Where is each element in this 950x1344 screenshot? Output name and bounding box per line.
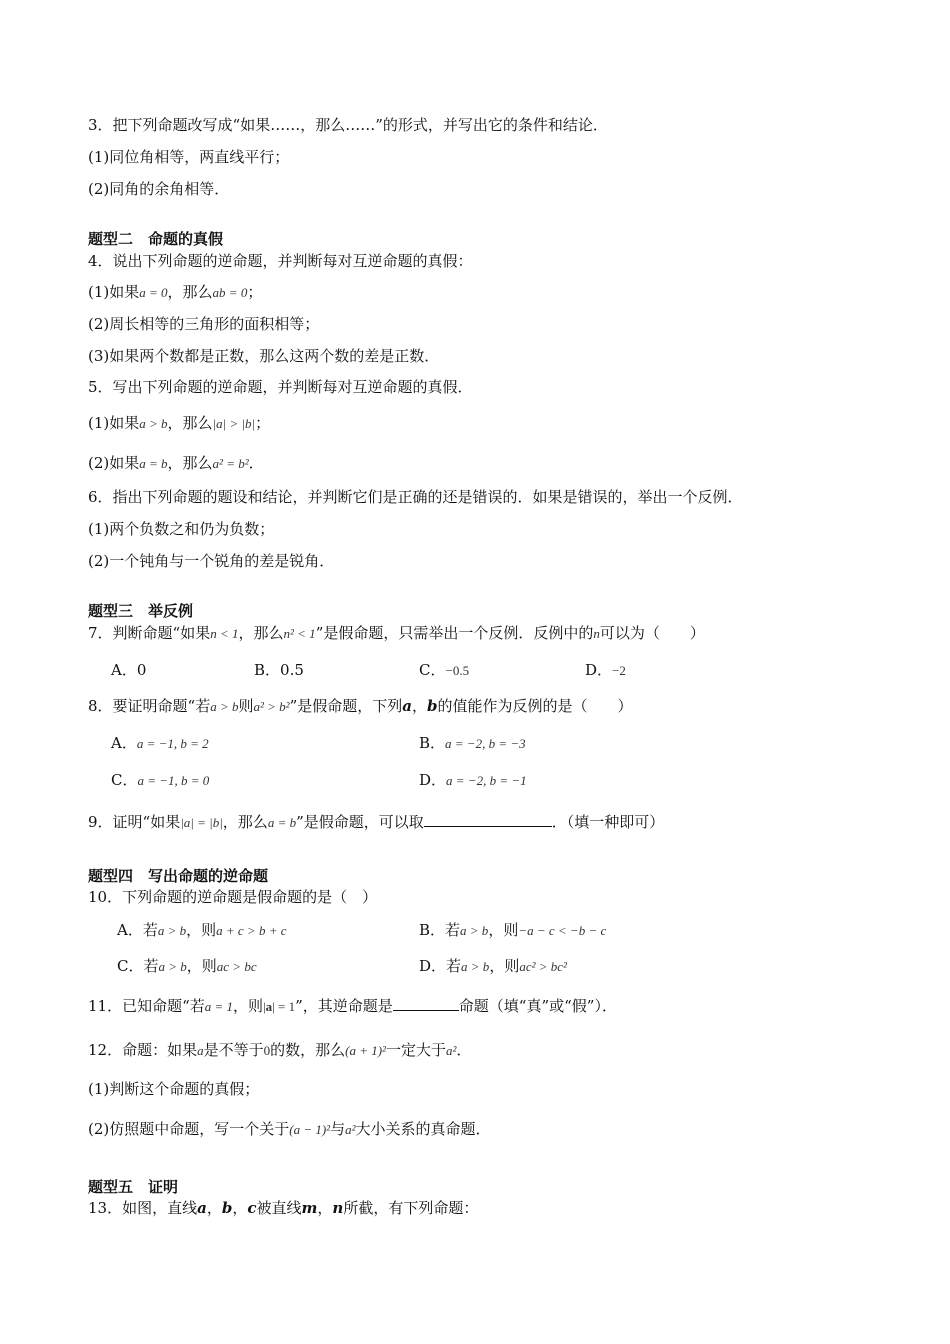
math-expression: a > b (157, 923, 187, 938)
q5-part2 (88, 453, 264, 474)
q10-option-b (419, 920, 606, 941)
math-expression: a + c > b + c (216, 923, 287, 938)
math-expression: a = −1, b = 2 (136, 736, 209, 751)
math-expression: ac > bc (216, 959, 257, 974)
q4-part2: (2)周长相等的三角形的面积相等； (88, 315, 320, 333)
text: ． (456, 1041, 472, 1059)
text: 与 (330, 1120, 346, 1138)
text: 是不等于 (203, 1041, 264, 1059)
text: ， (232, 1199, 248, 1217)
text: (1)如果 (88, 283, 140, 301)
text: 命题（填“真”或“假”）． (458, 997, 617, 1015)
math-expression: ac² > bc² (519, 959, 567, 974)
q8-option-d (419, 770, 527, 791)
q13-stem (88, 1198, 478, 1218)
math-expression: n < 1 (210, 626, 239, 641)
q12-part2 (88, 1119, 491, 1140)
math-expression: |a| = |b| (180, 815, 223, 830)
text: ． (248, 454, 264, 472)
math-expression: a² > b² (253, 699, 290, 714)
math-expression: n² < 1 (283, 626, 316, 641)
text: 9．证明“如果 (88, 813, 181, 831)
math-variable: a (197, 1043, 204, 1058)
option-label: D． (585, 661, 613, 679)
text: ， (317, 1199, 333, 1217)
math-expression: a = b (139, 456, 168, 471)
math-expression: a² = b² (212, 456, 249, 471)
math-expression: a > b (139, 416, 168, 431)
math-number: 0 (263, 1043, 271, 1058)
text: 7．判断命题“如果 (88, 624, 211, 642)
q4-stem: 4．说出下列命题的逆命题，并判断每对互逆命题的真假： (88, 252, 473, 270)
text: ； (255, 414, 271, 432)
math-expression: a > b (461, 959, 490, 974)
math-expression: −2 (612, 663, 626, 678)
text: ，则 (489, 957, 520, 975)
math-expression: a = −2, b = −3 (445, 736, 526, 751)
q8-option-b (419, 733, 526, 754)
abs-bar-equals: | = 1 (272, 999, 296, 1014)
option-label: D．若 (419, 957, 462, 975)
math-expression (263, 999, 295, 1014)
option-label: A． (111, 734, 137, 752)
q8-option-a (111, 733, 209, 754)
math-expression: a² (445, 1043, 457, 1058)
text: ，则 (186, 921, 217, 939)
q7-option-d (585, 660, 626, 681)
text: ”是假命题，只需举出一个反例．反例中的 (315, 624, 594, 642)
text: 13．如图，直线 (88, 1199, 198, 1217)
text: ，则 (233, 997, 264, 1015)
q4-part3: (3)如果两个数都是正数，那么这两个数的差是正数． (88, 347, 440, 365)
q9-stem (88, 812, 664, 833)
math-expression: a = b (267, 815, 297, 830)
math-variable: a (265, 999, 273, 1014)
section-heading-5: 题型五 证明 (88, 1178, 179, 1196)
q12-stem (88, 1040, 471, 1061)
math-expression: −0.5 (445, 663, 470, 678)
math-variable: a (197, 1199, 207, 1217)
math-expression: −a − c < −b − c (518, 923, 607, 938)
math-expression: (a + 1)² (345, 1043, 386, 1058)
q10-option-c (117, 956, 257, 977)
text: ”，其逆命题是 (295, 997, 393, 1015)
text: 12．命题：如果 (88, 1041, 198, 1059)
abs-bar: | (263, 999, 266, 1014)
text: (2)仿照题中命题，写一个关于 (88, 1120, 290, 1138)
text: 可以为（ ） (599, 624, 705, 642)
text: ， (412, 697, 428, 715)
answer-blank[interactable] (424, 812, 552, 827)
q6-part2: (2)一个钝角与一个锐角的差是锐角． (88, 552, 335, 570)
q3-stem: 3．把下列命题改写成“如果……，那么……”的形式，并写出它的条件和结论． (88, 116, 608, 134)
text: ”是假命题，下列 (289, 697, 403, 715)
text: ”是假命题，可以取 (296, 813, 424, 831)
q12-part1: (1)判断这个命题的真假； (88, 1080, 260, 1098)
math-variable: b (221, 1199, 233, 1217)
text: 则 (238, 697, 254, 715)
option-label: B．若 (419, 921, 461, 939)
text: 所截，有下列命题： (343, 1199, 479, 1217)
math-expression: a = 0 (139, 285, 168, 300)
text: ，那么 (222, 813, 268, 831)
q10-stem: 10．下列命题的逆命题是假命题的是（ ） (88, 888, 378, 906)
text: (2)如果 (88, 454, 140, 472)
math-expression: a = 1 (204, 999, 234, 1014)
q4-part1 (88, 282, 262, 303)
q10-option-a (117, 920, 287, 941)
math-variable: m (301, 1199, 318, 1217)
text: 11．已知命题“若 (88, 997, 205, 1015)
q8-stem (88, 696, 633, 717)
q7-option-b: B．0.5 (254, 661, 304, 679)
text: ．（填一种即可） (551, 813, 665, 831)
text: 大小关系的真命题． (355, 1120, 491, 1138)
math-expression: ab = 0 (212, 285, 248, 300)
section-heading-3: 题型三 举反例 (88, 602, 194, 620)
math-expression: a > b (158, 959, 187, 974)
q6-part1: (1)两个负数之和仍为负数； (88, 520, 275, 538)
q8-option-c (111, 770, 209, 791)
section-heading-4: 题型四 写出命题的逆命题 (88, 867, 269, 885)
math-variable: c (247, 1199, 257, 1217)
math-variable: b (427, 697, 438, 715)
math-variable: n (332, 1199, 344, 1217)
math-expression: (a − 1)² (289, 1122, 331, 1137)
text: ，那么 (167, 454, 213, 472)
math-expression: a > b (210, 699, 239, 714)
math-expression: a > b (460, 923, 489, 938)
text: ，那么 (167, 414, 213, 432)
answer-blank[interactable] (393, 996, 459, 1011)
q5-stem: 5．写出下列命题的逆命题，并判断每对互逆命题的真假． (88, 378, 473, 396)
option-label: C．若 (117, 957, 159, 975)
text: 的数，那么 (270, 1041, 346, 1059)
option-label: A．若 (117, 921, 158, 939)
option-label: C． (419, 661, 446, 679)
q7-option-c (419, 660, 469, 681)
math-expression: a = −1, b = 0 (137, 773, 210, 788)
math-expression: |a| > |b| (212, 416, 256, 431)
math-expression: a² (345, 1122, 356, 1137)
option-label: C． (111, 771, 138, 789)
text: ，则 (488, 921, 519, 939)
option-label: D． (419, 771, 447, 789)
text: ； (247, 283, 263, 301)
q3-part1: (1)同位角相等，两直线平行； (88, 148, 290, 166)
section-heading-2: 题型二 命题的真假 (88, 230, 224, 248)
text: (1)如果 (88, 414, 140, 432)
text: ，那么 (167, 283, 213, 301)
q5-part1 (88, 413, 270, 434)
q11-stem (88, 996, 617, 1017)
q10-option-d (419, 956, 567, 977)
q6-stem: 6．指出下列命题的题设和结论，并判断它们是正确的还是错误的．如果是错误的，举出一个反例． (88, 488, 743, 506)
text: ，那么 (238, 624, 284, 642)
option-label: B． (419, 734, 446, 752)
text: 一定大于 (385, 1041, 446, 1059)
text: 的值能作为反例的是（ ） (437, 697, 633, 715)
text: 被直线 (256, 1199, 302, 1217)
math-variable: a (402, 697, 412, 715)
q7-stem (88, 623, 705, 644)
math-variable: n (593, 626, 600, 641)
text: ，则 (186, 957, 217, 975)
text: 8．要证明命题“若 (88, 697, 211, 715)
text: ， (206, 1199, 222, 1217)
q7-option-a: A．0 (111, 661, 147, 679)
q3-part2: (2)同角的余角相等． (88, 180, 230, 198)
math-expression: a = −2, b = −1 (446, 773, 527, 788)
